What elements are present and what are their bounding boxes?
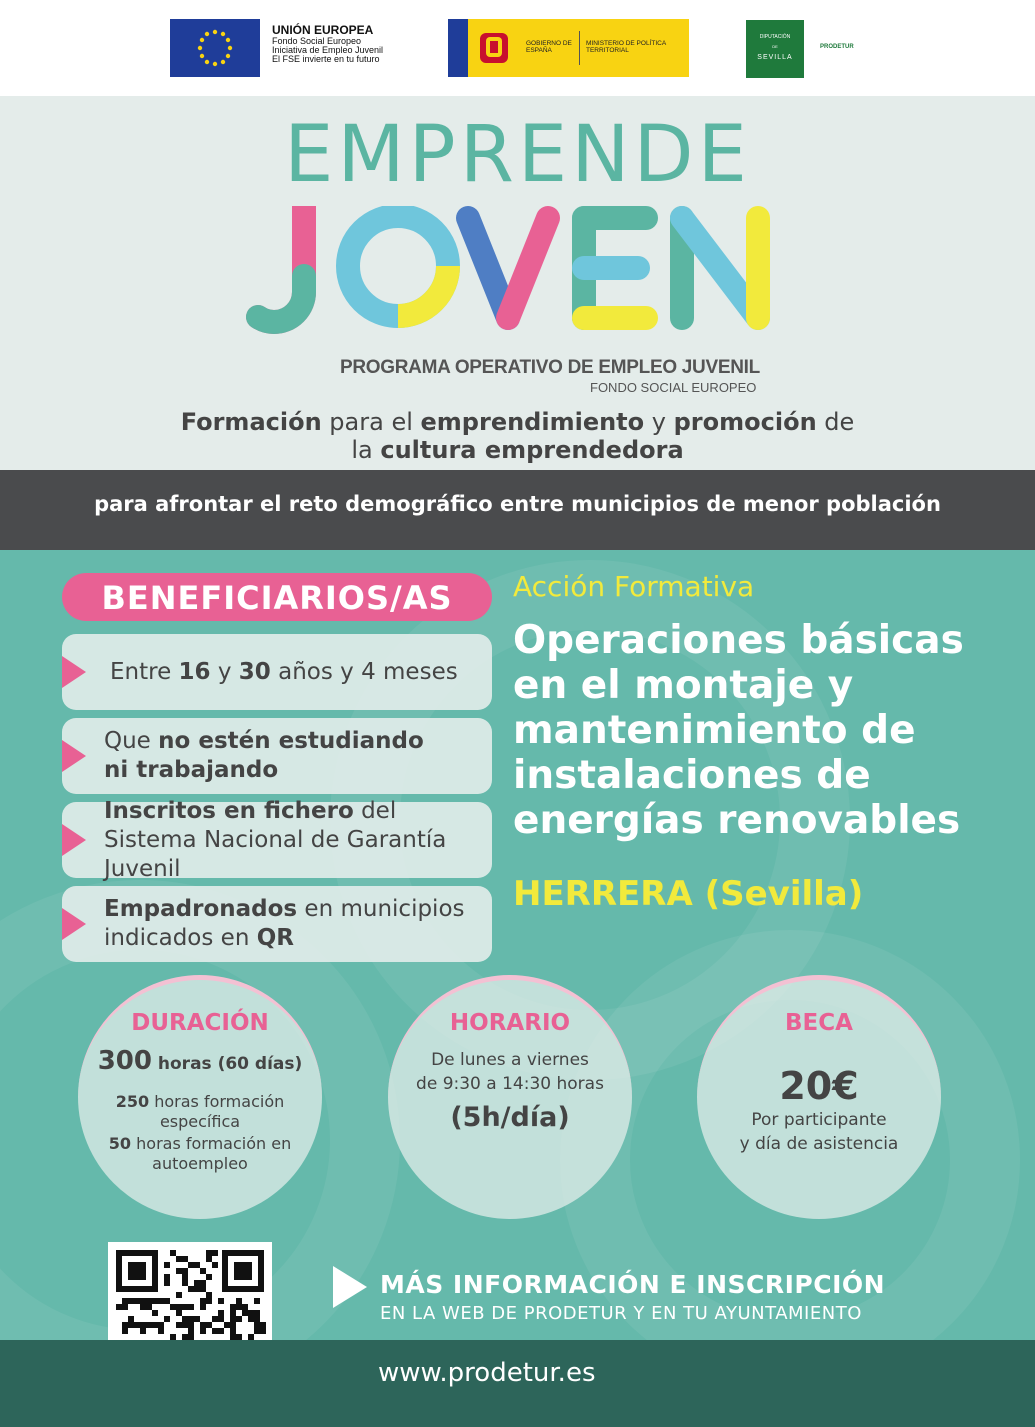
tagline-part-7: la	[351, 436, 381, 464]
beneficiary-card-age	[62, 634, 492, 710]
program-fund: FONDO SOCIAL EUROPEO	[590, 380, 757, 395]
eu-title: UNIÓN EUROPEA	[272, 23, 374, 37]
footer-band	[0, 1340, 1035, 1427]
grant-line-2: y día de asistencia	[739, 1134, 899, 1154]
duration-heading: DURACIÓN	[131, 1010, 269, 1036]
gov-right-text: MINISTERIO DE POLÍTICA TERRITORIAL	[586, 40, 666, 54]
arrow-right-icon	[62, 740, 86, 772]
registry-part-b: Inscritos en fichero	[104, 797, 354, 824]
age-min: 16	[178, 658, 211, 685]
status-part-b: no estén estudiando	[158, 728, 424, 754]
age-max: 30	[238, 658, 271, 685]
gov-separator	[579, 31, 580, 65]
status-part-a: Que	[104, 728, 159, 754]
grant-line-1: Por participante	[751, 1110, 887, 1130]
dip-bottom: SEVILLA	[757, 54, 793, 61]
joven-word: JOVEN	[246, 206, 250, 207]
gov-left-text: GOBIERNO DE ESPAÑA	[526, 40, 572, 54]
beneficiary-text	[104, 718, 484, 794]
website-link[interactable]: www.prodetur.es	[378, 1358, 596, 1388]
duration-specific-hours: 250	[115, 1092, 150, 1111]
residence-part-b: Empadronados	[104, 896, 298, 922]
schedule-days: De lunes a viernes	[431, 1050, 589, 1070]
status-part-c: ni trabajando	[104, 757, 279, 783]
eu-text-block	[272, 24, 402, 65]
schedule-heading: HORARIO	[449, 1010, 571, 1036]
beneficiaries-label	[62, 573, 492, 621]
duration-hours-unit: horas (60 días)	[151, 1054, 303, 1074]
emprende-heading: EMPRENDE	[284, 110, 751, 200]
grant-heading: BECA	[785, 1010, 853, 1036]
beneficiary-card-status	[62, 718, 492, 794]
joven-logotype	[246, 206, 776, 336]
duration-specific	[86, 1092, 314, 1132]
duration-total	[86, 1046, 314, 1076]
tagline-part-8: cultura emprendedora	[380, 436, 684, 464]
beneficiary-text	[104, 886, 484, 962]
prodetur-logo: PRODETUR	[820, 44, 854, 50]
age-part-a: Entre	[110, 658, 179, 685]
eu-band-icon	[448, 19, 468, 77]
residence-part-c: en municipios indicados en	[104, 896, 465, 951]
schedule-circle	[388, 975, 632, 1219]
grant-circle	[697, 975, 941, 1219]
schedule-hours: de 9:30 a 14:30 horas	[416, 1074, 604, 1094]
tagline-part-3: emprendimiento	[420, 408, 645, 436]
beneficiary-card-residence	[62, 886, 492, 962]
more-info-subtitle: EN LA WEB DE PRODETUR Y EN TU AYUNTAMIENTO	[380, 1303, 862, 1324]
play-arrow-icon	[333, 1266, 367, 1308]
eu-line-1: Fondo Social Europeo	[272, 35, 362, 46]
tagline-part-4: y	[644, 408, 674, 436]
coat-of-arms-icon	[476, 29, 512, 67]
duration-hours: 300	[97, 1046, 152, 1076]
duration-selfemployment	[86, 1134, 314, 1174]
arrow-right-icon	[62, 656, 86, 688]
duration-self-hours: 50	[108, 1134, 132, 1153]
grant-amount: 20€	[779, 1064, 859, 1108]
eu-line-3: El FSE invierte en tu futuro	[272, 54, 380, 65]
duration-circle	[78, 975, 322, 1219]
spain-government-logo	[448, 19, 689, 77]
beneficiary-text	[104, 634, 484, 710]
registry-part-c: del Sistema Nacional de Garantía Juvenil	[104, 797, 447, 882]
eu-flag-logo	[170, 19, 260, 77]
course-label: Acción Formativa	[513, 570, 755, 603]
arrow-right-icon	[62, 824, 86, 856]
demographic-band	[0, 470, 1035, 550]
program-title: PROGRAMA OPERATIVO DE EMPLEO JUVENIL	[340, 357, 760, 378]
more-info-title: MÁS INFORMACIÓN E INSCRIPCIÓN	[380, 1270, 886, 1299]
age-part-c: y	[210, 658, 239, 685]
beneficiary-card-registry	[62, 797, 492, 882]
hero-section	[0, 96, 1035, 470]
course-location: HERRERA (Sevilla)	[513, 874, 864, 914]
tagline-part-5: promoción	[673, 408, 817, 436]
tagline-part-6: de	[816, 408, 855, 436]
dip-middle: DE	[772, 44, 778, 49]
age-part-e: años y 4 meses	[270, 658, 458, 685]
duration-self-text: horas formación en autoempleo	[131, 1134, 292, 1173]
eu-line-2: Iniciativa de Empleo Juvenil	[272, 45, 384, 56]
tagline-part-2: para el	[321, 408, 421, 436]
dip-top: DIPUTACIÓN	[759, 34, 791, 40]
beneficiaries-label-text: BENEFICIARIOS/AS	[101, 579, 453, 617]
hero-tagline	[0, 408, 1035, 464]
diputacion-sevilla-logo	[746, 20, 804, 78]
schedule-per-day: (5h/día)	[450, 1102, 570, 1133]
residence-part-d: QR	[256, 925, 294, 951]
duration-specific-text: horas formación específica	[149, 1092, 285, 1131]
arrow-right-icon	[62, 908, 86, 940]
tagline-part-1: Formación	[180, 408, 322, 436]
beneficiary-text	[104, 797, 484, 882]
course-title: Operaciones básicas en el montaje y mantenimiento de instalaciones de energías renovables	[513, 618, 964, 843]
demographic-text: para afrontar el reto demográfico entre municipios de menor población	[94, 492, 941, 516]
logo-strip	[0, 0, 1035, 96]
